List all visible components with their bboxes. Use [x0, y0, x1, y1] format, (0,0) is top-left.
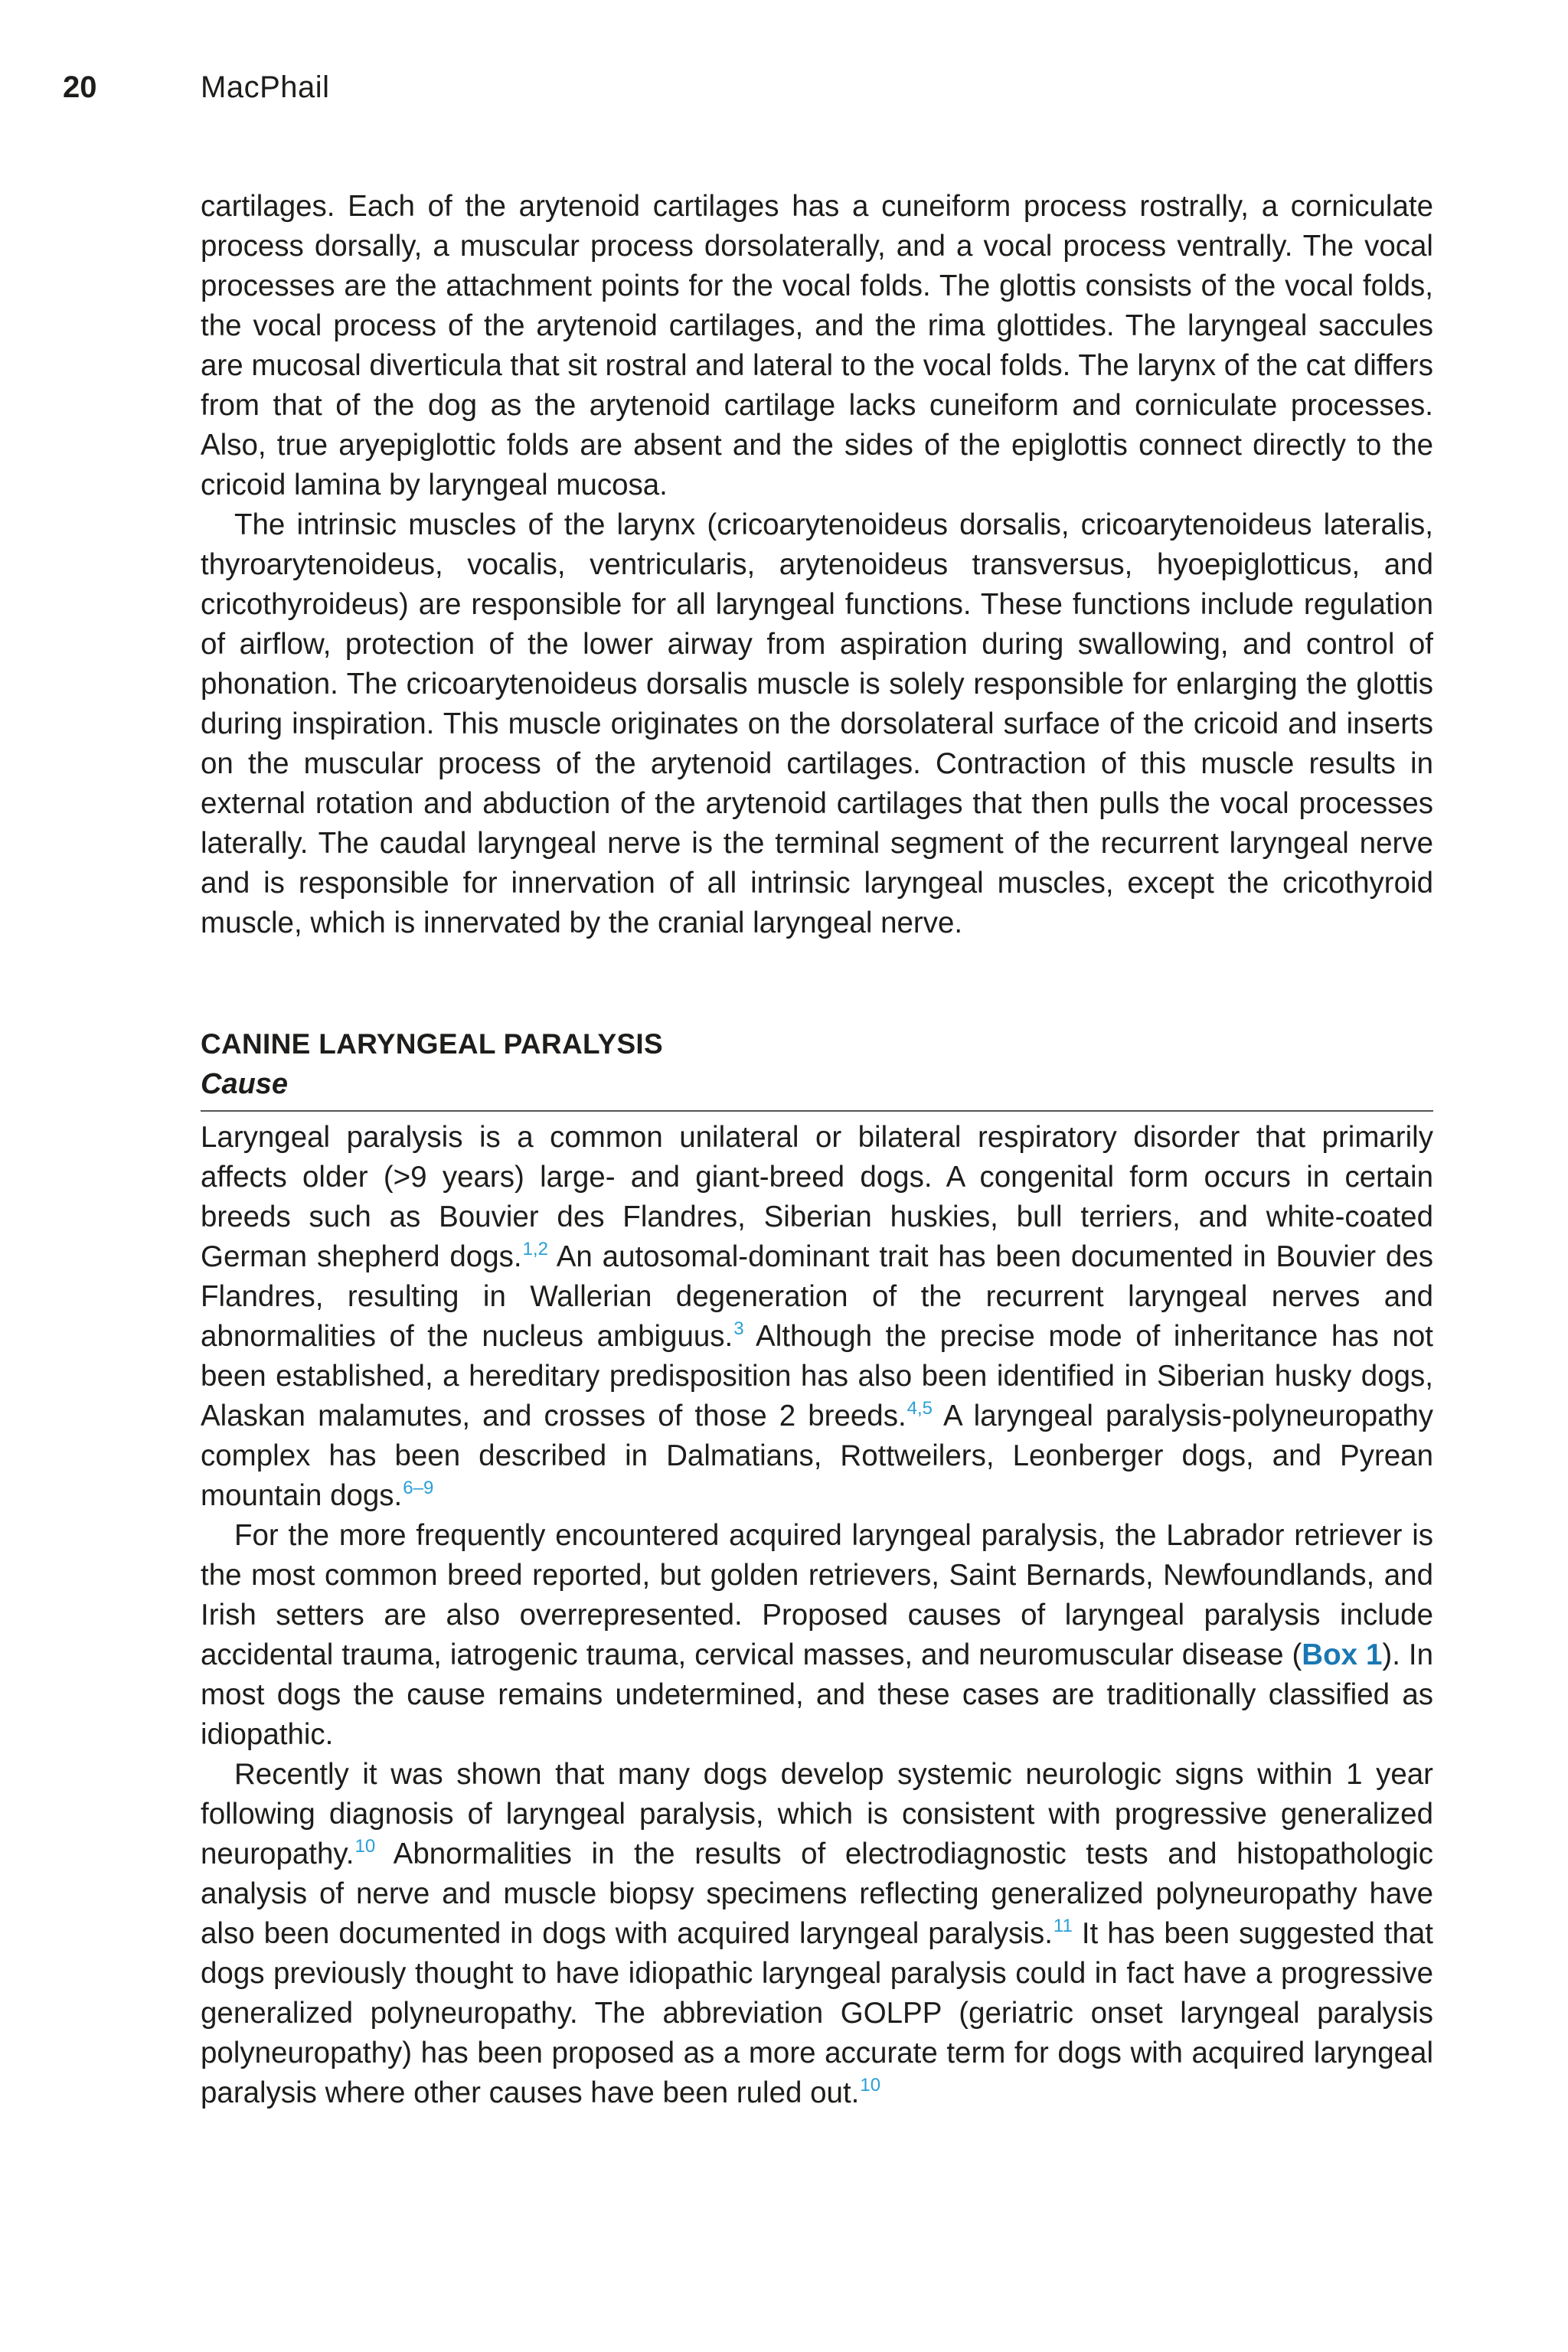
- page-number: 20: [63, 70, 97, 104]
- cause-paragraph-1-text-1: Laryngeal paralysis is a common unilateral or bilateral respiratory disorder that primarily affects older (>9 years) large- and giant-breed dogs. A congenital form occurs in certain breeds such as Bouvier des Flandres, Siberian huskies, bull terriers, and white-coated German shepherd dogs.: [201, 1121, 1433, 1273]
- cause-paragraph-3-text-1: Recently it was shown that many dogs develop systemic neurologic signs within 1 year following diagnosis of laryngeal paralysis, which is consistent with progressive generalized neuropathy.: [201, 1758, 1433, 1870]
- cause-paragraph-1-text-4: A laryngeal paralysis-polyneuropathy complex has been described in Dalmatians, Rottweilers, Leonberger dogs, and Pyrean mountain dogs.: [201, 1400, 1433, 1512]
- reference-link[interactable]: 1,2: [522, 1239, 548, 1259]
- cause-paragraph-2: [201, 1516, 1433, 1755]
- running-head-author: MacPhail: [201, 70, 330, 104]
- cause-paragraph-1-text-3: Although the precise mode of inheritance has not been established, a hereditary predisposition has also been identified in Siberian husky dogs, Alaskan malamutes, and crosses of those 2 breeds.: [201, 1320, 1433, 1432]
- cause-paragraph-1: [201, 1118, 1433, 1516]
- reference-link[interactable]: 10: [860, 2075, 881, 2096]
- article-body: [201, 187, 1433, 2113]
- section-heading: CANINE LARYNGEAL PARALYSIS: [201, 1028, 663, 1060]
- intro-paragraph-2: The intrinsic muscles of the larynx (cricoarytenoideus dorsalis, cricoarytenoideus lateralis, thyroarytenoideus, vocalis, ventricularis, arytenoideus transversus, hyoepiglotticus, and cricothyroideus) are responsible for all laryngeal functions. These functions include regulation of airflow, protection of the lower airway from aspiration during swallowing, and control of phonation. The cricoarytenoideus dorsalis muscle is solely responsible for enlarging the glottis during inspiration. This muscle originates on the dorsolateral surface of the cricoid and inserts on the muscular process of the arytenoid cartilages. Contraction of this muscle results in external rotation and abduction of the arytenoid cartilages that then pulls the vocal processes laterally. The caudal laryngeal nerve is the terminal segment of the recurrent laryngeal nerve and is responsible for innervation of all intrinsic laryngeal muscles, except the cricothyroid muscle, which is innervated by the cranial laryngeal nerve.: [201, 508, 1433, 939]
- reference-link[interactable]: 6–9: [403, 1478, 434, 1498]
- intro-paragraph-1: cartilages. Each of the arytenoid cartilages has a cuneiform process rostrally, a corniculate process dorsally, a muscular process dorsolaterally, and a vocal process ventrally. The vocal processes are the attachment points for the vocal folds. The glottis consists of the vocal folds, the vocal process of the arytenoid cartilages, and the rima glottides. The laryngeal saccules are mucosal diverticula that sit rostral and lateral to the vocal folds. The larynx of the cat differs from that of the dog as the arytenoid cartilage lacks cuneiform and corniculate processes. Also, true aryepiglottic folds are absent and the sides of the epiglottis connect directly to the cricoid lamina by laryngeal mucosa.: [201, 190, 1433, 501]
- cause-paragraph-3: [201, 1755, 1433, 2113]
- running-head: [63, 64, 1441, 110]
- reference-link[interactable]: 11: [1053, 1916, 1073, 1936]
- cause-paragraph-3-text-3: It has been suggested that dogs previously thought to have idiopathic laryngeal paralysis could in fact have a progressive generalized polyneuropathy. The abbreviation GOLPP (geriatric onset laryngeal paralysis polyneuropathy) has been proposed as a more accurate term for dogs with acquired laryngeal paralysis where other causes have been ruled out.: [201, 1917, 1433, 2109]
- cause-paragraph-2-text-1: For the more frequently encountered acquired laryngeal paralysis, the Labrador retriever is the most common breed reported, but golden retrievers, Saint Bernards, Newfoundlands, and Irish setters are also overrepresented. Proposed causes of laryngeal paralysis include accidental trauma, iatrogenic trauma, cervical masses, and neuromuscular disease (: [201, 1519, 1433, 1671]
- reference-link[interactable]: 4,5: [906, 1398, 933, 1419]
- subsection-heading: Cause: [201, 1068, 289, 1100]
- cause-paragraph-2-text-2: ). In most dogs the cause remains undetermined, and these cases are traditionally classified as idiopathic.: [201, 1638, 1434, 1751]
- reference-link[interactable]: 3: [733, 1318, 744, 1339]
- heading-rule: [201, 1110, 1433, 1112]
- reference-link[interactable]: 10: [354, 1836, 376, 1857]
- box-1-link[interactable]: Box 1: [1302, 1638, 1383, 1671]
- cause-paragraph-3-text-2: Abnormalities in the results of electrodiagnostic tests and histopathologic analysis of nerve and muscle biopsy specimens reflecting generalized polyneuropathy have also been documented in dogs with acquired laryngeal paralysis.: [201, 1838, 1433, 1950]
- cause-paragraph-1-text-2: An autosomal-dominant trait has been documented in Bouvier des Flandres, resulting in Wallerian degeneration of the recurrent laryngeal nerves and abnormalities of the nucleus ambiguus.: [201, 1240, 1433, 1353]
